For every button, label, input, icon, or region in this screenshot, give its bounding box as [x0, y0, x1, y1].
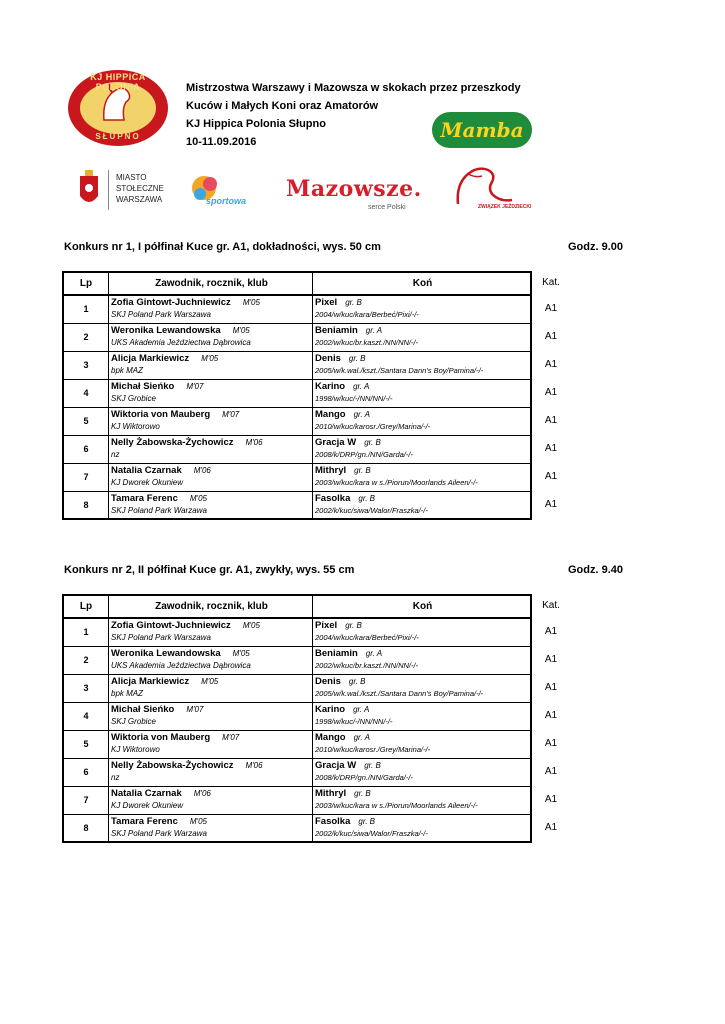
kat-value: A1	[544, 766, 558, 777]
rider-name-line	[111, 760, 312, 772]
horse-description: 2002/k/kuc/siwa/Walor/Fraszka/-/-	[315, 505, 428, 515]
event-dates: 10-11.09.2016	[186, 136, 257, 148]
table-row	[63, 674, 531, 702]
table-row	[63, 379, 531, 407]
horse-cell	[313, 379, 532, 407]
horse-description: 2002/w/kuc/br.kaszt./NN/NN/-/-	[315, 660, 419, 670]
horse-description: 2005/w/k.wal./kszt./Santara Dann's Boy/Pamina/-/-	[315, 365, 484, 375]
horse-description: 2005/w/k.wal./kszt./Santara Dann's Boy/Pamina/-/-	[315, 688, 484, 698]
horse-group: gr. B	[364, 437, 381, 447]
table-row	[63, 758, 531, 786]
rider-name: Zofia Gintowt-Juchniewicz	[111, 620, 231, 631]
rider-name-line	[111, 493, 312, 505]
rider-year: M'05	[232, 648, 250, 658]
horse-cell	[313, 491, 532, 519]
row-number: 5	[63, 730, 109, 758]
rider-club: SKJ Poland Park Warzawa	[111, 828, 207, 838]
horse-cell	[313, 618, 532, 646]
horse-description: 2010/w/kuc/karosr./Grey/Marina/-/-	[315, 744, 431, 754]
rider-club: bpk MAZ	[111, 688, 144, 698]
rider-cell	[109, 702, 313, 730]
hippica-logo-subtext: SŁUPNO	[95, 132, 141, 141]
event-venue: KJ Hippica Polonia Słupno	[186, 118, 326, 130]
rider-club: KJ Wiktorowo	[111, 421, 160, 431]
kat-value: A1	[544, 471, 558, 482]
horse-cell	[313, 295, 532, 323]
horse-group: gr. A	[353, 704, 370, 714]
horse-group: gr. B	[348, 676, 366, 686]
row-number: 4	[63, 379, 109, 407]
horse-description: 2002/k/kuc/siwa/Walor/Fraszka/-/-	[315, 828, 428, 838]
rider-name: Tamara Ferenc	[111, 815, 178, 827]
mamba-logo-text: Mamba	[440, 118, 524, 142]
col-horse: Koń	[313, 272, 532, 295]
rider-name-line	[111, 620, 312, 632]
rider-year: M'05	[189, 493, 207, 503]
kat-value: A1	[544, 359, 558, 370]
zwiazek-jezdziecki-logo	[448, 164, 540, 214]
rider-cell	[109, 730, 313, 758]
rider-club: nz	[111, 449, 120, 459]
rider-cell	[109, 758, 313, 786]
horse-name: Denis	[315, 352, 341, 364]
row-number: 2	[63, 646, 109, 674]
rider-cell	[109, 786, 313, 814]
horse-group: gr. B	[348, 353, 366, 363]
rider-cell	[109, 435, 313, 463]
horse-cell	[313, 814, 532, 842]
rider-year: M'07	[222, 409, 240, 419]
mamba-logo	[432, 112, 532, 148]
row-number: 3	[63, 674, 109, 702]
horse-group: gr. B	[354, 465, 371, 475]
rider-name-line	[111, 676, 312, 688]
rider-cell	[109, 646, 313, 674]
horse-group: gr. B	[364, 760, 381, 770]
rider-club: nz	[111, 772, 120, 782]
kat-value: A1	[544, 822, 558, 833]
rider-cell	[109, 323, 313, 351]
row-number: 5	[63, 407, 109, 435]
rider-name-line	[111, 732, 312, 744]
row-number: 1	[63, 295, 109, 323]
horse-name: Fasolka	[315, 492, 351, 504]
rider-year: M'06	[245, 760, 263, 770]
rider-name-line	[111, 788, 312, 800]
rider-club: KJ Wiktorowo	[111, 744, 160, 754]
horse-name-line	[315, 676, 530, 688]
rider-name: Zofia Gintowt-Juchniewicz	[111, 297, 231, 308]
horse-name-line	[315, 788, 530, 800]
mazowsze-logo-text: Mazowsze.	[286, 176, 422, 202]
rider-year: M'07	[186, 704, 204, 714]
horse-description: 2004/w/kuc/kara/Berbeć/Pixi/-/-	[315, 633, 419, 642]
rider-name-line	[111, 465, 312, 477]
table-row	[63, 407, 531, 435]
horse-name: Mango	[315, 408, 346, 420]
horse-name: Gracja W	[315, 759, 357, 771]
rider-name: Nelly Żabowska-Żychowicz	[111, 436, 234, 448]
rider-year: M'05	[201, 676, 219, 686]
col-kat: Kat.	[542, 600, 560, 611]
rider-club: SKJ Poland Park Warszawa	[111, 310, 211, 319]
horse-name: Mithryl	[315, 787, 347, 799]
sportowa-logo-text: sportowa	[206, 196, 247, 206]
rider-name: Weronika Lewandowska	[111, 324, 221, 336]
rider-club: UKS Akademia Jeździectwa Dąbrowica	[111, 660, 251, 670]
horse-name-line	[315, 409, 530, 421]
horse-description: 2004/w/kuc/kara/Berbeć/Pixi/-/-	[315, 310, 419, 319]
kat-value: A1	[544, 499, 558, 510]
zwiazek-logo-text: ZWIĄZEK JEŹDZIECKI	[478, 204, 532, 210]
rider-cell	[109, 674, 313, 702]
rider-name-line	[111, 816, 312, 828]
hippica-polonia-logo	[62, 68, 174, 154]
rider-cell	[109, 295, 313, 323]
col-kat: Kat.	[542, 277, 560, 288]
horse-name-line	[315, 381, 530, 393]
horse-group: gr. B	[358, 816, 375, 826]
rider-year: M'07	[186, 381, 204, 391]
table-row	[63, 702, 531, 730]
horse-name: Pixel	[315, 297, 338, 308]
rider-cell	[109, 463, 313, 491]
kat-column-2	[528, 594, 574, 841]
row-number: 7	[63, 463, 109, 491]
rider-club: KJ Dworek Okuniew	[111, 477, 184, 487]
horse-group: gr. A	[353, 732, 370, 742]
horse-cell	[313, 407, 532, 435]
start-list-table-1	[62, 271, 532, 520]
horse-group: gr. B	[345, 298, 362, 307]
horse-name-line	[315, 437, 530, 449]
horse-cell	[313, 758, 532, 786]
kat-value: A1	[544, 331, 558, 342]
col-lp: Lp	[63, 272, 109, 295]
hippica-logo-text: KJ HIPPICA POLONIA	[90, 72, 146, 92]
kat-column-1	[528, 271, 574, 518]
rider-club: SKJ Poland Park Warzawa	[111, 505, 207, 515]
sportowa-logo	[186, 172, 256, 212]
section-2-title: Konkurs nr 2, II półfinał Kuce gr. A1, zwykły, wys. 55 cm	[64, 564, 355, 576]
col-horse: Koń	[313, 595, 532, 618]
row-number: 8	[63, 814, 109, 842]
rider-year: M'06	[245, 437, 263, 447]
horse-name: Beniamin	[315, 324, 358, 336]
horse-cell	[313, 435, 532, 463]
row-number: 6	[63, 435, 109, 463]
horse-name: Karino	[315, 380, 346, 392]
rider-name-line	[111, 648, 312, 660]
row-number: 2	[63, 323, 109, 351]
table-row	[63, 491, 531, 519]
horse-description: 2008/k/DRP/gn./NN/Garda/-/-	[315, 772, 413, 782]
horse-cell	[313, 463, 532, 491]
horse-name: Gracja W	[315, 436, 357, 448]
rider-year: M'05	[189, 816, 207, 826]
table-row	[63, 351, 531, 379]
kat-value: A1	[544, 415, 558, 426]
rider-name: Tamara Ferenc	[111, 492, 178, 504]
col-rider: Zawodnik, rocznik, klub	[109, 595, 313, 618]
table-row	[63, 730, 531, 758]
rider-club: SKJ Grobice	[111, 393, 156, 403]
rider-name-line	[111, 437, 312, 449]
horse-name-line	[315, 353, 530, 365]
rider-name: Michał Sieńko	[111, 703, 175, 715]
rider-name: Alicja Markiewicz	[111, 352, 190, 364]
start-list-table-2	[62, 594, 532, 843]
horse-group: gr. B	[345, 621, 362, 630]
horse-cell	[313, 786, 532, 814]
table-row	[63, 295, 531, 323]
rider-name: Nelly Żabowska-Żychowicz	[111, 759, 234, 771]
horse-cell	[313, 646, 532, 674]
warszawa-logo	[78, 170, 178, 210]
horse-name: Pixel	[315, 620, 338, 631]
rider-year: M'05	[242, 621, 260, 630]
horse-cell	[313, 730, 532, 758]
table-row	[63, 435, 531, 463]
horse-description: 2002/w/kuc/br.kaszt./NN/NN/-/-	[315, 337, 419, 347]
kat-value: A1	[544, 682, 558, 693]
horse-name: Mango	[315, 731, 346, 743]
section-1-title: Konkurs nr 1, I półfinał Kuce gr. A1, dokładności, wys. 50 cm	[64, 241, 381, 253]
kat-value: A1	[544, 626, 558, 637]
horse-name: Mithryl	[315, 464, 347, 476]
row-number: 6	[63, 758, 109, 786]
table-row	[63, 646, 531, 674]
mazowsze-logo-subtext: serce Polski	[368, 204, 406, 211]
rider-year: M'06	[193, 465, 211, 475]
horse-group: gr. B	[354, 788, 371, 798]
rider-name-line	[111, 409, 312, 421]
rider-name-line	[111, 381, 312, 393]
event-title: Mistrzostwa Warszawy i Mazowsza w skokach przez przeszkody	[186, 82, 521, 94]
table-row	[63, 463, 531, 491]
horse-description: 1998/w/kuc/-/NN/NN/-/-	[315, 393, 393, 403]
rider-name: Alicja Markiewicz	[111, 675, 190, 687]
rider-name-line	[111, 704, 312, 716]
horse-name-line	[315, 816, 530, 828]
horse-description: 2010/w/kuc/karosr./Grey/Marina/-/-	[315, 421, 431, 431]
rider-club: UKS Akademia Jeździectwa Dąbrowica	[111, 337, 251, 347]
col-rider: Zawodnik, rocznik, klub	[109, 272, 313, 295]
mazowsze-logo	[286, 176, 422, 216]
kat-value: A1	[544, 794, 558, 805]
event-subtitle: Kuców i Małych Koni oraz Amatorów	[186, 100, 379, 112]
kat-value: A1	[544, 738, 558, 749]
rider-name-line	[111, 353, 312, 365]
horse-name-line	[315, 325, 530, 337]
horse-name-line	[315, 493, 530, 505]
rider-name-line	[111, 297, 312, 309]
rider-name: Natalia Czarnak	[111, 787, 182, 799]
rider-name: Weronika Lewandowska	[111, 647, 221, 659]
rider-year: M'05	[242, 298, 260, 307]
horse-description: 2008/k/DRP/gn./NN/Garda/-/-	[315, 449, 413, 459]
warszawa-logo-text: MIASTO STOŁECZNE WARSZAWA	[116, 173, 164, 204]
horse-cell	[313, 702, 532, 730]
rider-year: M'06	[193, 788, 211, 798]
horse-group: gr. A	[365, 325, 383, 335]
rider-club: SKJ Grobice	[111, 716, 156, 726]
rider-club: SKJ Poland Park Warszawa	[111, 633, 211, 642]
horse-cell	[313, 674, 532, 702]
rider-year: M'05	[232, 325, 250, 335]
horse-name-line	[315, 704, 530, 716]
horse-group: gr. A	[353, 409, 370, 419]
kat-value: A1	[544, 654, 558, 665]
horse-name-line	[315, 465, 530, 477]
rider-cell	[109, 618, 313, 646]
kat-value: A1	[544, 387, 558, 398]
rider-club: bpk MAZ	[111, 365, 144, 375]
table-row	[63, 786, 531, 814]
table-row	[63, 323, 531, 351]
kat-value: A1	[544, 443, 558, 454]
table-row	[63, 618, 531, 646]
rider-cell	[109, 491, 313, 519]
rider-cell	[109, 351, 313, 379]
horse-name-line	[315, 648, 530, 660]
horse-name-line	[315, 297, 530, 309]
rider-cell	[109, 379, 313, 407]
horse-description: 1998/w/kuc/-/NN/NN/-/-	[315, 716, 393, 726]
rider-name: Wiktoria von Mauberg	[111, 408, 211, 420]
rider-year: M'05	[201, 353, 219, 363]
horse-cell	[313, 323, 532, 351]
rider-year: M'07	[222, 732, 240, 742]
row-number: 4	[63, 702, 109, 730]
horse-group: gr. B	[358, 493, 375, 503]
row-number: 8	[63, 491, 109, 519]
rider-name-line	[111, 325, 312, 337]
rider-name: Michał Sieńko	[111, 380, 175, 392]
horse-group: gr. A	[353, 381, 370, 391]
horse-description: 2003/w/kuc/kara w s./Piorun/Moorlands Aileen/-/-	[315, 477, 478, 487]
rider-cell	[109, 814, 313, 842]
horse-group: gr. A	[365, 648, 383, 658]
table-row	[63, 814, 531, 842]
kat-value: A1	[544, 303, 558, 314]
horse-name: Karino	[315, 703, 346, 715]
row-number: 7	[63, 786, 109, 814]
col-lp: Lp	[63, 595, 109, 618]
horse-name-line	[315, 732, 530, 744]
section-2-time: Godz. 9.40	[567, 564, 623, 576]
section-1-time: Godz. 9.00	[567, 241, 623, 253]
horse-name: Denis	[315, 675, 341, 687]
horse-name-line	[315, 760, 530, 772]
rider-name: Wiktoria von Mauberg	[111, 731, 211, 743]
horse-cell	[313, 351, 532, 379]
rider-cell	[109, 407, 313, 435]
horse-name: Beniamin	[315, 647, 358, 659]
horse-name: Fasolka	[315, 815, 351, 827]
row-number: 3	[63, 351, 109, 379]
horse-name-line	[315, 620, 530, 632]
horse-description: 2003/w/kuc/kara w s./Piorun/Moorlands Aileen/-/-	[315, 800, 478, 810]
kat-value: A1	[544, 710, 558, 721]
row-number: 1	[63, 618, 109, 646]
rider-club: KJ Dworek Okuniew	[111, 800, 184, 810]
rider-name: Natalia Czarnak	[111, 464, 182, 476]
